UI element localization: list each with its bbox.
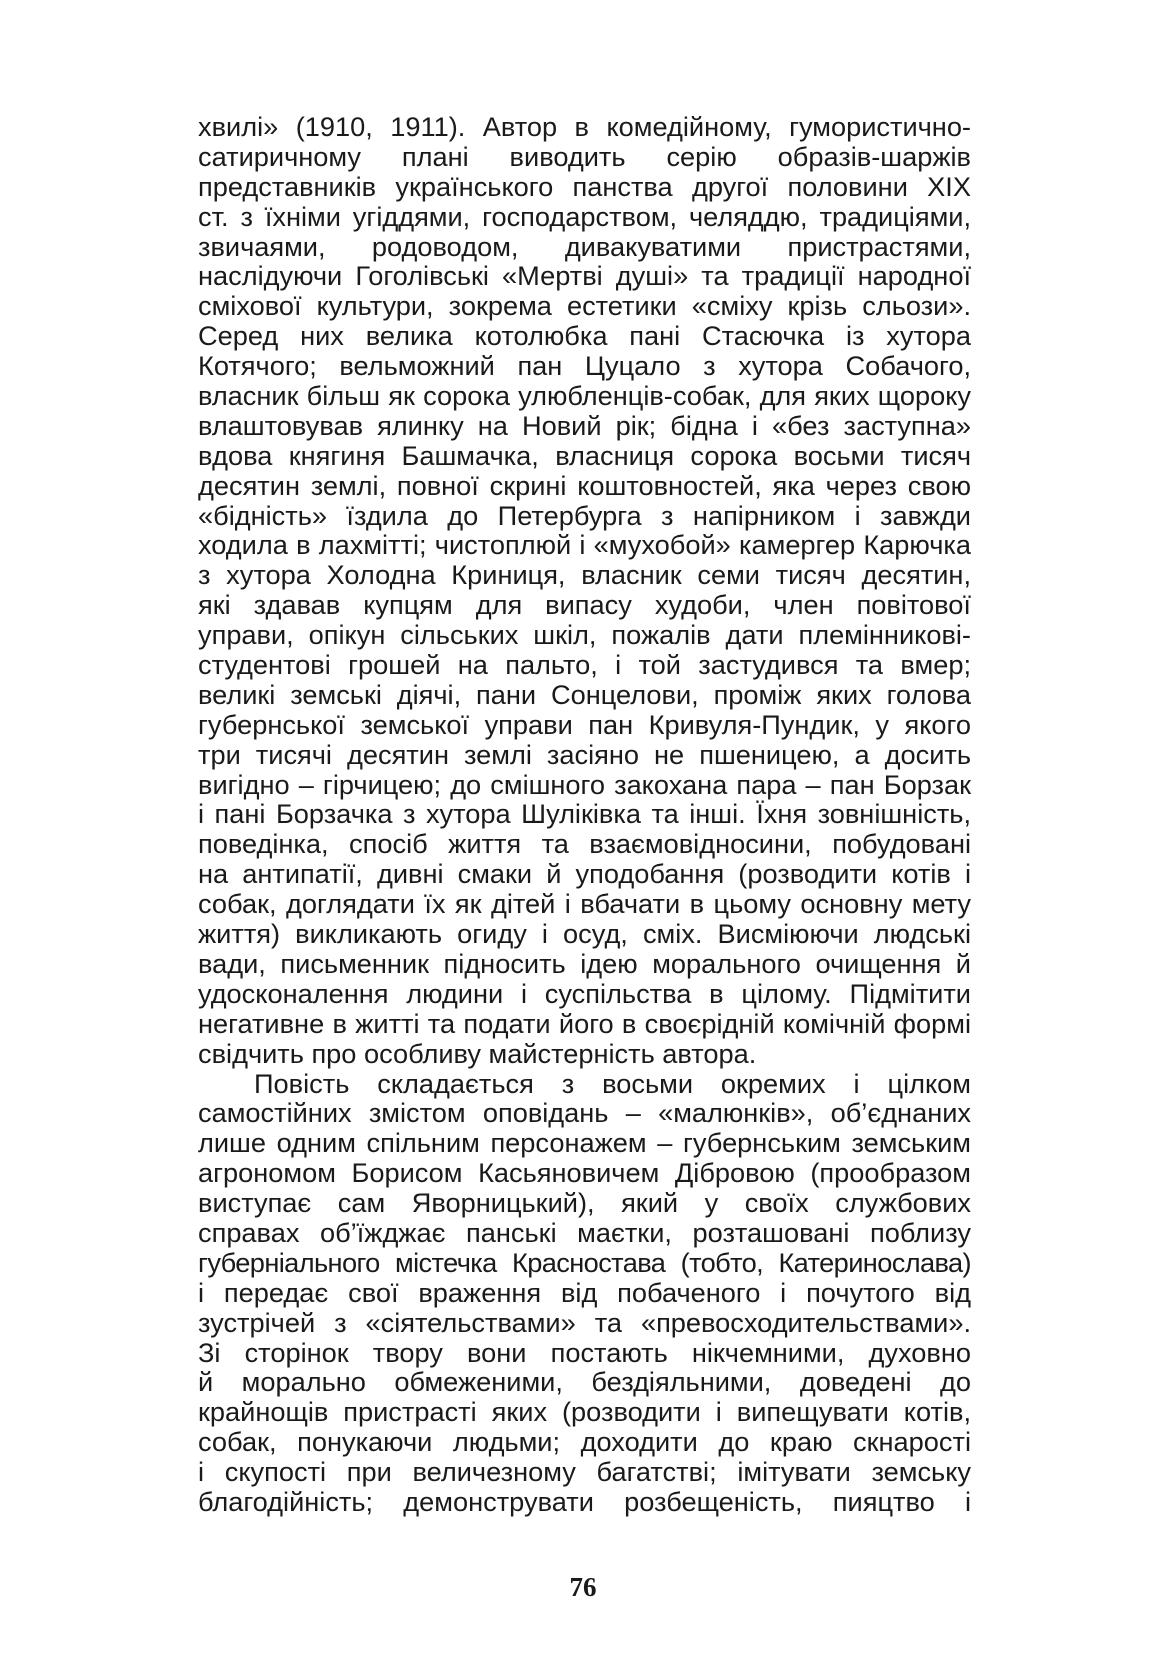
text-line: десятин землі, повної скрині коштовностей, яка через свою bbox=[198, 469, 971, 501]
text-line: агрономом Борисом Касьяновичем Дібровою (прообразом bbox=[198, 1157, 971, 1189]
text-line: Повість складається з восьми окремих і цілком bbox=[254, 1067, 971, 1099]
text-line: Котячого; вельможний пан Цуцало з хутора Собачого, bbox=[198, 350, 971, 382]
text-line: собак, доглядати їх як дітей і вбачати в цьому основну мету bbox=[198, 888, 971, 920]
text-line: вдова княгиня Башмачка, власниця сорока восьми тисяч bbox=[198, 439, 971, 471]
text-line: управи, опікун сільських шкіл, пожалів дати племінникові- bbox=[198, 619, 971, 651]
text-line: і пані Борзачка з хутора Шуліківка та інші. Їхня зовнішність, bbox=[198, 798, 971, 830]
text-line: і скупості при величезному багатстві; імітувати земську bbox=[198, 1456, 971, 1488]
text-line: Зі сторінок твору вони постають нікчемними, духовно bbox=[198, 1336, 971, 1368]
text-line: сатиричному плані виводить серію образів-шаржів bbox=[198, 140, 971, 172]
text-line: і передає свої враження від побаченого і почутого від bbox=[198, 1276, 971, 1308]
text-line: студентові грошей на пальто, і той застудився та вмер; bbox=[198, 649, 971, 681]
text-line: три тисячі десятин землі засіяно не пшеницею, а досить bbox=[198, 738, 971, 770]
page-number: 76 bbox=[569, 1572, 597, 1602]
text-line: благодійність; демонструвати розбещеність, пияцтво і bbox=[198, 1485, 971, 1517]
text-line: поведінка, спосіб життя та взаємовідносини, побудовані bbox=[198, 828, 971, 860]
text-line: удосконалення людини і суспільства в цілому. Підмітити bbox=[198, 977, 971, 1009]
text-line: вади, письменник підносить ідею морального очищення й bbox=[198, 947, 971, 979]
text-line: «бідність» їздила до Петербурга з напірником і завжди bbox=[198, 499, 971, 531]
paragraph-2 bbox=[198, 1069, 971, 1517]
text-line: собак, понукаючи людьми; доходити до краю скнарості bbox=[198, 1426, 971, 1458]
text-line: свідчить про особливу майстерність автора. bbox=[198, 1037, 757, 1069]
text-line: самостійних змістом оповідань – «малюнків», об’єднаних bbox=[198, 1097, 971, 1129]
text-line: на антипатії, дивні смаки й уподобання (розводити котів і bbox=[198, 858, 971, 890]
paragraph-1 bbox=[198, 112, 971, 1069]
text-line: звичаями, родоводом, дивакуватими пристрастями, bbox=[198, 230, 971, 262]
text-line: сміхової культури, зокрема естетики «сміху крізь сльози». bbox=[198, 290, 971, 322]
text-line: великі земські діячі, пани Сонцелови, проміж яких голова bbox=[198, 678, 971, 710]
text-line: ходила в лахмітті; чистоплюй і «мухобой» камергер Карючка bbox=[198, 529, 971, 561]
text-line: крайнощів пристрасті яких (розводити і випещувати котів, bbox=[198, 1396, 971, 1428]
text-line: Серед них велика котолюбка пані Стасючка із хутора bbox=[198, 320, 971, 352]
text-line: власник більш як сорока улюбленців-собак, для яких щороку bbox=[198, 380, 971, 412]
text-line: з хутора Холодна Криниця, власник семи тисяч десятин, bbox=[198, 559, 971, 591]
text-line: хвилі» (1910, 1911). Автор в комедійному, гумористично- bbox=[198, 111, 971, 142]
text-line: лише одним спільним персонажем – губернським земським bbox=[198, 1127, 971, 1159]
text-line: губерніального містечка Красностава (тобто, Катеринослава) bbox=[198, 1246, 971, 1278]
text-line: справах об’їжджає панські маєтки, розташовані поблизу bbox=[198, 1216, 971, 1248]
text-line: наслідуючи Гоголівські «Мертві душі» та традиції народної bbox=[198, 260, 971, 292]
text-line: представників українського панства другої половини ХІХ bbox=[198, 170, 971, 202]
text-line: життя) викликають огиду і осуд, сміх. Висміюючи людські bbox=[198, 918, 971, 950]
text-line: негативне в житті та подати його в своєрідній комічній формі bbox=[198, 1007, 971, 1039]
body-text bbox=[198, 112, 971, 1517]
text-line: які здавав купцям для випасу худоби, член повітової bbox=[198, 589, 971, 621]
text-line: виступає сам Яворницький), який у своїх службових bbox=[198, 1187, 971, 1219]
text-line: вигідно – гірчицею; до смішного закохана пара – пан Борзак bbox=[198, 768, 971, 800]
text-line: ст. з їхніми угіддями, господарством, челяддю, традиціями, bbox=[198, 200, 971, 232]
text-line: губернської земської управи пан Кривуля-Пундик, у якого bbox=[198, 708, 971, 740]
text-line: й морально обмеженими, бездіяльними, доведені до bbox=[198, 1366, 971, 1398]
text-line: влаштовував ялинку на Новий рік; бідна і «без заступна» bbox=[198, 409, 971, 441]
text-line: зустрічей з «сіятельствами» та «превосходительствами». bbox=[198, 1306, 971, 1338]
